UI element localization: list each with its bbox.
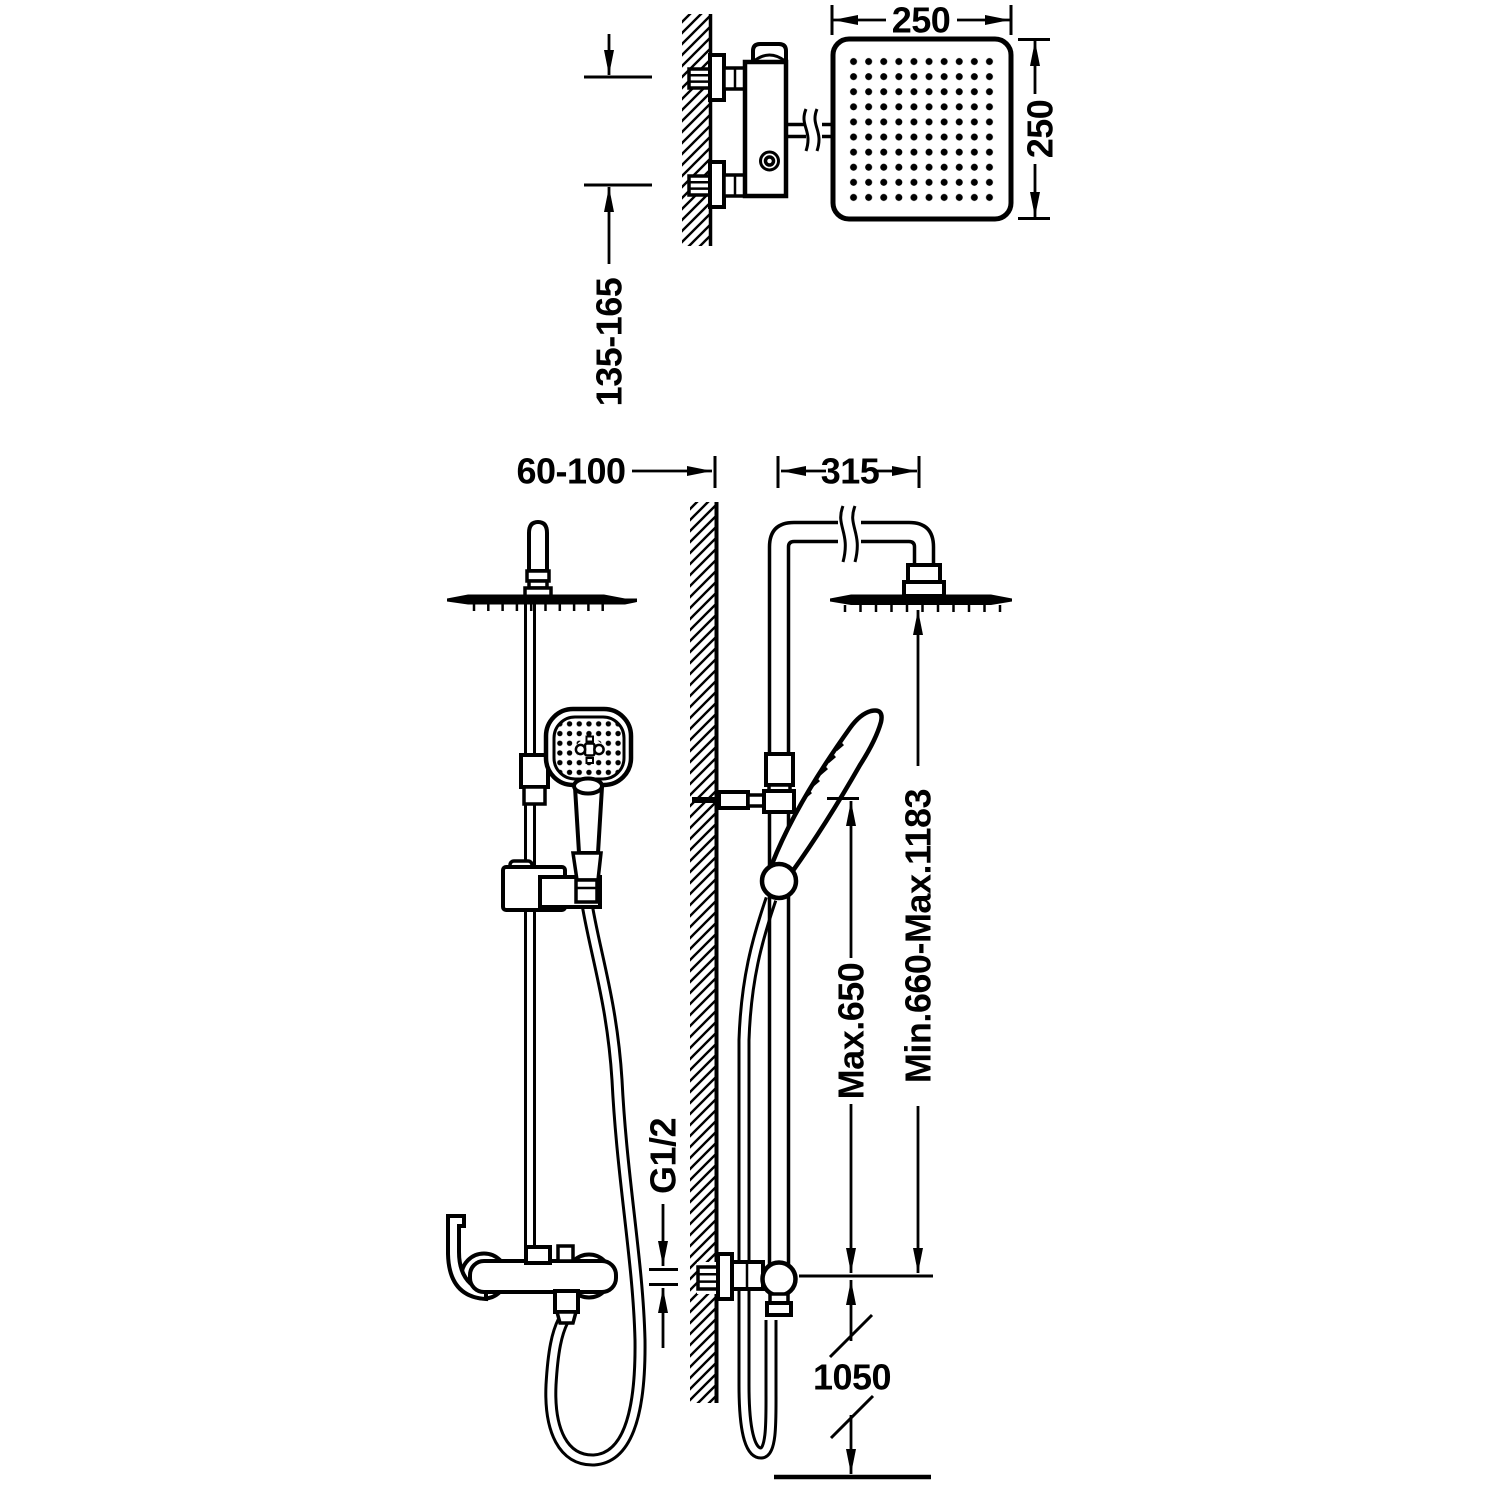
riser-top-cap bbox=[529, 522, 547, 571]
dim-slide-travel-label: Max.650 bbox=[830, 962, 872, 1100]
dim-head-depth-label: 250 bbox=[1019, 99, 1061, 159]
mixer-top-stub bbox=[558, 1246, 573, 1261]
dim-outlet-height-label: 1050 bbox=[812, 1356, 892, 1398]
mixer-outlet bbox=[555, 1291, 578, 1312]
dim-connection-thread-label: G1/2 bbox=[642, 1117, 684, 1195]
dim-supply-spacing-label: 135-165 bbox=[588, 277, 630, 407]
hand-shower-cone bbox=[573, 853, 601, 880]
slider-holder-ball bbox=[762, 864, 796, 898]
riser-union-side bbox=[766, 754, 793, 785]
dim-head-height-range-label: Min.660-Max.1183 bbox=[897, 788, 939, 1084]
hand-shower-neck bbox=[575, 787, 602, 853]
hand-shower-mouth bbox=[574, 779, 602, 794]
dim-arm-projection-label: 315 bbox=[820, 450, 880, 492]
hand-shower-nut bbox=[576, 880, 597, 902]
dim-head-width-label: 250 bbox=[891, 0, 951, 41]
rain-head-nozzles bbox=[846, 54, 998, 206]
mixer-valve-body-top bbox=[745, 62, 786, 196]
mixer-body bbox=[470, 1261, 616, 1292]
dim-wall-clearance-label: 60-100 bbox=[516, 450, 626, 492]
wall-section-top bbox=[682, 14, 711, 246]
arm-elbow-collar bbox=[908, 565, 940, 582]
hose-nut-side bbox=[767, 1303, 791, 1315]
riser-connection-collar bbox=[526, 1247, 550, 1263]
outlet-ball-joint bbox=[763, 1263, 796, 1296]
